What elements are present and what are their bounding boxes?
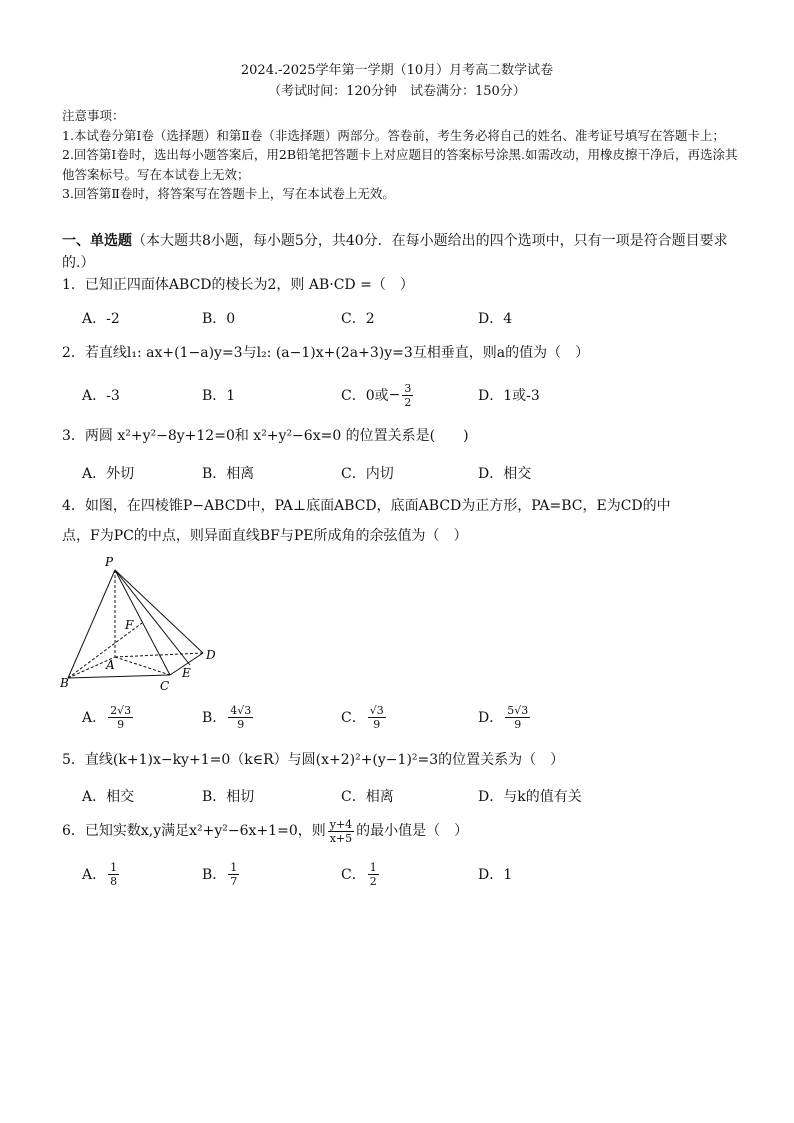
fraction-denominator: 9 bbox=[514, 717, 522, 731]
q6-option-a-fraction bbox=[108, 861, 119, 888]
note-item-2: 2.回答第Ⅰ卷时，选出每小题答案后，用2B铅笔把答题卡上对应题目的答案标号涂黑.如需改动，用橡皮擦干净后，再选涂其他答案标号。写在本试卷上无效； bbox=[62, 147, 738, 182]
q1-option-c[interactable]: C．2 bbox=[341, 311, 375, 327]
question-5-options bbox=[82, 779, 738, 813]
q1-option-b[interactable]: B．0 bbox=[202, 311, 236, 327]
fraction-numerator: 2√3 bbox=[110, 703, 132, 717]
q6-option-a[interactable] bbox=[82, 857, 121, 891]
q5-option-c[interactable]: C．相离 bbox=[341, 789, 394, 805]
section-description: （本大题共8小题，每小题5分，共40分．在每小题给出的四个选项中，只有一项是符合题目要求的.） bbox=[62, 233, 728, 271]
q2-option-c-fraction bbox=[402, 382, 413, 409]
question-4-stem-line2: 点，F为PC的中点，则异面直线BF与PE所成角的余弦值为（ ） bbox=[62, 528, 468, 544]
label-c: C bbox=[160, 679, 170, 693]
edge-bc bbox=[68, 675, 170, 678]
q6-option-d[interactable]: D．1 bbox=[478, 867, 513, 883]
q6-stem-post: 的最小值是（ ） bbox=[356, 823, 469, 839]
question-6-stem bbox=[62, 816, 738, 846]
q6-option-b-label: B． bbox=[202, 867, 227, 883]
q3-option-d[interactable]: D．相交 bbox=[478, 466, 532, 482]
question-3-stem: 3．两圆 x²+y²−8y+12=0和 x²+y²−6x=0 的位置关系是( ) bbox=[62, 428, 469, 444]
fraction-denominator: 9 bbox=[373, 717, 381, 731]
q2-option-d[interactable]: D．1或-3 bbox=[478, 388, 540, 404]
q5-option-d[interactable]: D．与k的值有关 bbox=[478, 789, 582, 805]
fraction-numerator: √3 bbox=[369, 703, 384, 717]
q4-option-c[interactable] bbox=[341, 700, 388, 734]
section-heading: 一、单选题 bbox=[62, 233, 132, 249]
fraction-denominator: x+5 bbox=[329, 831, 353, 845]
fraction-denominator: 9 bbox=[237, 717, 245, 731]
label-b: B bbox=[60, 676, 69, 690]
label-f: F bbox=[125, 618, 134, 632]
question-6-options bbox=[82, 857, 738, 891]
q1-option-d[interactable]: D．4 bbox=[478, 311, 513, 327]
exam-title: 2024.-2025学年第一学期（10月）月考高二数学试卷 bbox=[240, 63, 554, 78]
q6-option-c-fraction bbox=[368, 861, 379, 888]
label-e: E bbox=[182, 666, 191, 680]
question-3-options bbox=[82, 456, 738, 490]
q4-option-a-label: A． bbox=[82, 710, 107, 726]
q6-stem-pre: 6．已知实数x,y满足x²+y²−6x+1=0，则 bbox=[62, 823, 326, 839]
note-item-3: 3.回答第Ⅱ卷时，将答案写在答题卡上，写在本试卷上无效。 bbox=[62, 186, 395, 201]
question-1-stem: 1．已知正四面体ABCD的棱长为2，则 AB·CD =（ ） bbox=[62, 277, 414, 293]
q4-option-a[interactable] bbox=[82, 700, 135, 734]
q4-option-c-label: C． bbox=[341, 710, 366, 726]
fraction-numerator: 1 bbox=[369, 860, 377, 874]
q4-option-b-fraction bbox=[228, 704, 253, 731]
edge-pc bbox=[115, 570, 170, 675]
q4-option-d-fraction bbox=[505, 704, 530, 731]
question-4-stem-line1: 4．如图，在四棱锥P−ABCD中，PA⊥底面ABCD，底面ABCD为正方形，PA=BC，E为CD的中 bbox=[62, 498, 671, 514]
q4-option-b-label: B． bbox=[202, 710, 227, 726]
q4-option-c-fraction bbox=[368, 704, 386, 731]
pyramid-figure bbox=[60, 553, 230, 693]
fraction-denominator: 2 bbox=[404, 395, 412, 409]
label-d: D bbox=[206, 648, 216, 662]
q2-option-c[interactable] bbox=[341, 378, 415, 412]
q4-option-d-label: D． bbox=[478, 710, 504, 726]
fraction-numerator: 3 bbox=[404, 381, 412, 395]
section-heading-block bbox=[62, 230, 738, 274]
q3-option-c[interactable]: C．内切 bbox=[341, 466, 394, 482]
q6-option-c[interactable] bbox=[341, 857, 381, 891]
label-a: A bbox=[106, 658, 115, 672]
q2-option-b[interactable]: B．1 bbox=[202, 388, 236, 404]
fraction-numerator: 4√3 bbox=[230, 703, 252, 717]
q4-option-d[interactable] bbox=[478, 700, 532, 734]
q6-stem-fraction bbox=[328, 818, 354, 845]
q4-option-a-fraction bbox=[108, 704, 133, 731]
notes-block bbox=[62, 106, 738, 204]
q6-option-a-label: A． bbox=[82, 867, 107, 883]
q2-option-c-sign: − bbox=[388, 387, 401, 403]
fraction-numerator: 5√3 bbox=[507, 703, 529, 717]
q4-option-b[interactable] bbox=[202, 700, 255, 734]
q5-option-a[interactable]: A．相交 bbox=[82, 789, 135, 805]
q5-option-b[interactable]: B．相切 bbox=[202, 789, 255, 805]
question-2-stem: 2．若直线l₁: ax+(1−a)y=3与l₂: (a−1)x+(2a+3)y=3互相垂直，则a的值为（ ） bbox=[62, 345, 590, 361]
fraction-denominator: 7 bbox=[230, 874, 238, 888]
label-p: P bbox=[105, 555, 114, 569]
fraction-numerator: y+4 bbox=[329, 817, 353, 831]
fraction-numerator: 1 bbox=[110, 860, 118, 874]
q3-option-b[interactable]: B．相离 bbox=[202, 466, 255, 482]
question-2-options bbox=[82, 378, 738, 412]
q1-option-a[interactable]: A．-2 bbox=[82, 311, 120, 327]
q3-option-a[interactable]: A．外切 bbox=[82, 466, 135, 482]
question-1-options bbox=[82, 301, 738, 335]
fraction-denominator: 2 bbox=[369, 874, 377, 888]
q6-option-b[interactable] bbox=[202, 857, 241, 891]
question-4-options bbox=[82, 700, 738, 734]
q2-option-a[interactable]: A．-3 bbox=[82, 388, 120, 404]
q2-option-c-label: C．0或 bbox=[341, 388, 389, 404]
fraction-denominator: 9 bbox=[117, 717, 125, 731]
notes-heading: 注意事项： bbox=[62, 108, 125, 123]
fraction-numerator: 1 bbox=[230, 860, 238, 874]
q6-option-b-fraction bbox=[228, 861, 239, 888]
edge-pd bbox=[115, 570, 203, 653]
note-item-1: 1.本试卷分第Ⅰ卷（选择题）和第Ⅱ卷（非选择题）两部分。答卷前，考生务必将自己的姓名、准考证号填写在答题卡上； bbox=[62, 127, 725, 143]
q6-option-c-label: C． bbox=[341, 867, 366, 883]
exam-subtitle: （考试时间：120分钟 试卷满分：150分） bbox=[268, 84, 526, 99]
fraction-denominator: 8 bbox=[110, 874, 118, 888]
question-5-stem: 5．直线(k+1)x−ky+1=0（k∈R）与圆(x+2)²+(y−1)²=3的位置关系为（ ） bbox=[62, 752, 565, 768]
